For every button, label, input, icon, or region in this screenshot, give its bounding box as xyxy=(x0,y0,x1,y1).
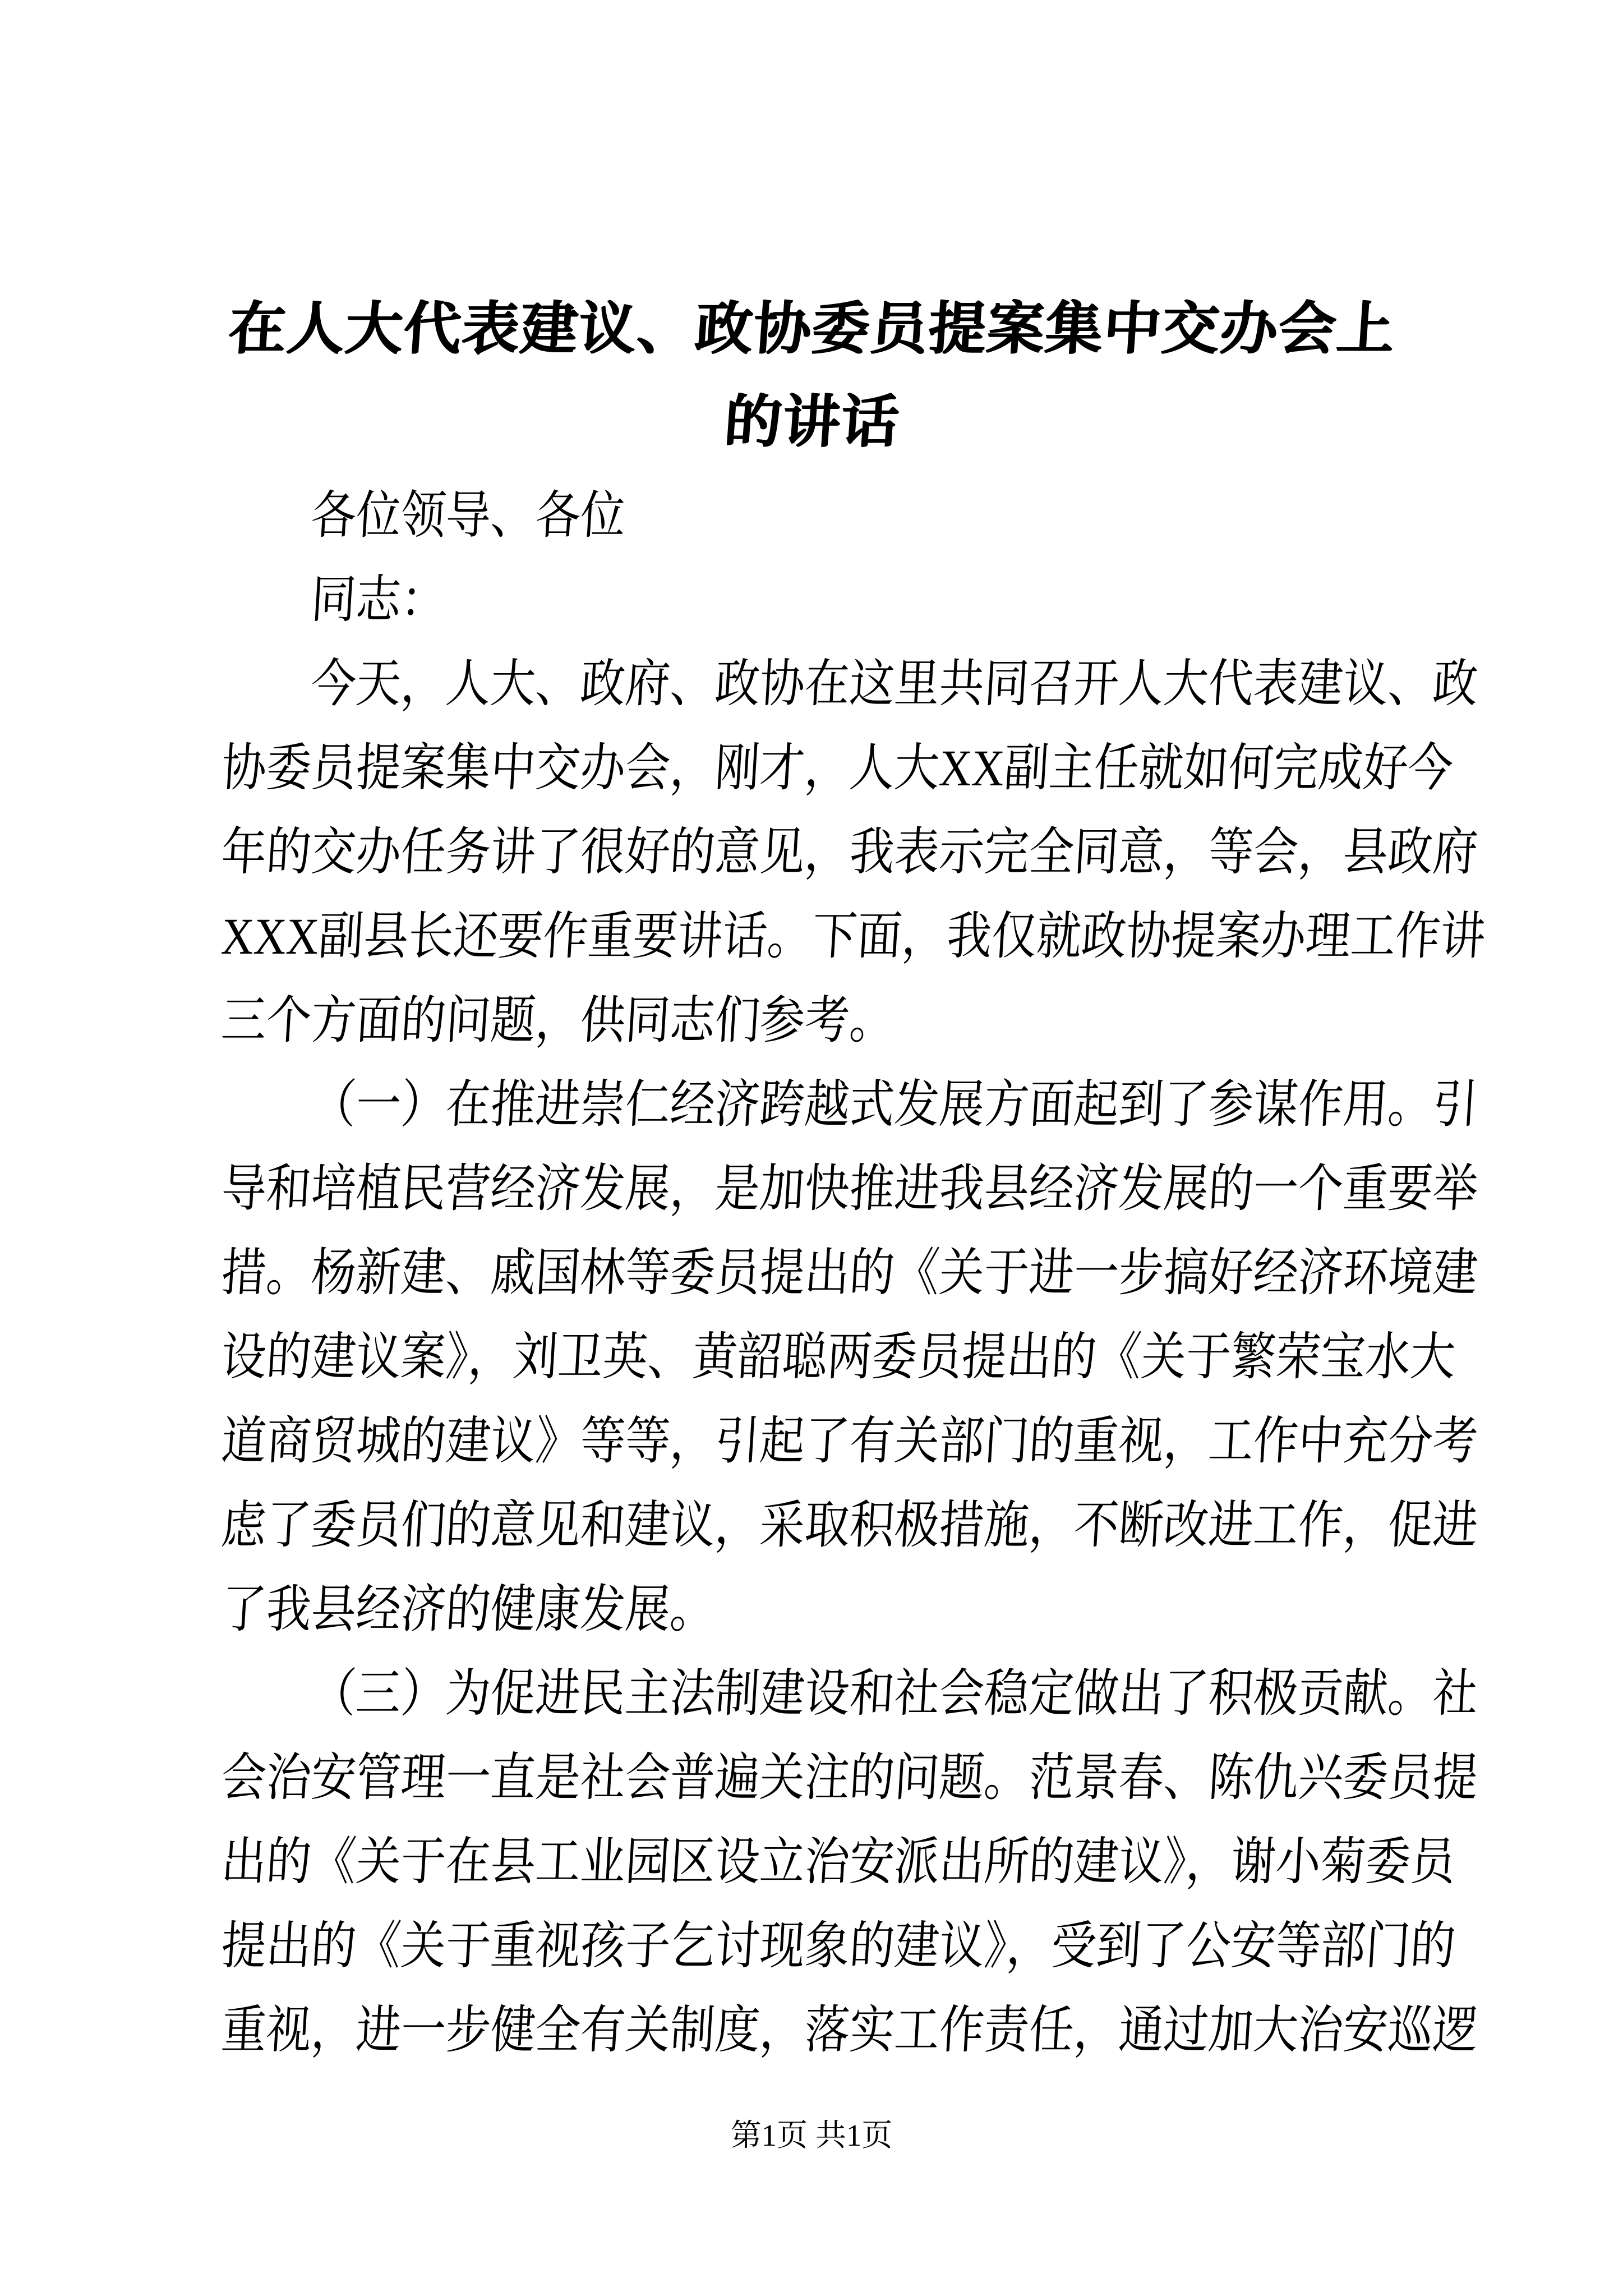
paragraph-first-line: 今天，人大、政府、政协在这里共同召开人大代表建议、政 xyxy=(309,656,1480,713)
body-line: 年的交办任务讲了很好的意见，我表示完全同意，等会，县政府 xyxy=(219,824,1480,881)
body-line: 协委员提案集中交办会，刚才，人大XX副主任就如何完成好今 xyxy=(219,740,1455,797)
body-line: 道商贸城的建议》等等，引起了有关部门的重视，工作中充分考 xyxy=(219,1413,1480,1470)
body-line: XXX副县长还要作重要讲话。下面，我仅就政协提案办理工作讲 xyxy=(219,908,1487,965)
document-title-line-1: 在人大代表建议、政协委员提案集中交办会上 xyxy=(226,298,1397,361)
body-line: 重视，进一步健全有关制度，落实工作责任，通过加大治安巡逻 xyxy=(219,2002,1480,2059)
paragraph-first-line: （三）为促进民主法制建设和社会稳定做出了积极贡献。社 xyxy=(309,1665,1480,1723)
document-title-line-2: 的讲话 xyxy=(722,391,901,454)
page-footer-label: 第1页 共1页 xyxy=(730,2118,893,2152)
paragraph-first-line: 各位领导、各位 xyxy=(309,487,628,545)
body-line: 三个方面的问题，供同志们参考。 xyxy=(219,992,897,1050)
body-line: 会治安管理一直是社会普遍关注的问题。范景春、陈仇兴委员提 xyxy=(219,1750,1480,1807)
document-title xyxy=(0,283,1623,470)
body-line: 提出的《关于重视孩子乞讨现象的建议》，受到了公安等部门的 xyxy=(219,1918,1458,1975)
paragraph-first-line: 同志： xyxy=(309,572,448,629)
body-line: 虑了委员们的意见和建议，采取积极措施，不断改进工作，促进 xyxy=(219,1497,1480,1554)
body-line: 措。杨新建、戚国林等委员提出的《关于进一步搞好经济环境建 xyxy=(219,1245,1480,1302)
document-body xyxy=(219,474,1487,2073)
body-line: 设的建议案》，刘卫英、黄韶聪两委员提出的《关于繁荣宝水大 xyxy=(219,1329,1458,1386)
paragraph-first-line: （一）在推进崇仁经济跨越式发展方面起到了参谋作用。引 xyxy=(309,1076,1480,1134)
body-line: 出的《关于在县工业园区设立治安派出所的建议》，谢小菊委员 xyxy=(219,1834,1458,1891)
body-line: 了我县经济的健康发展。 xyxy=(219,1581,717,1639)
body-line: 导和培植民营经济发展，是加快推进我县经济发展的一个重要举 xyxy=(219,1161,1480,1218)
